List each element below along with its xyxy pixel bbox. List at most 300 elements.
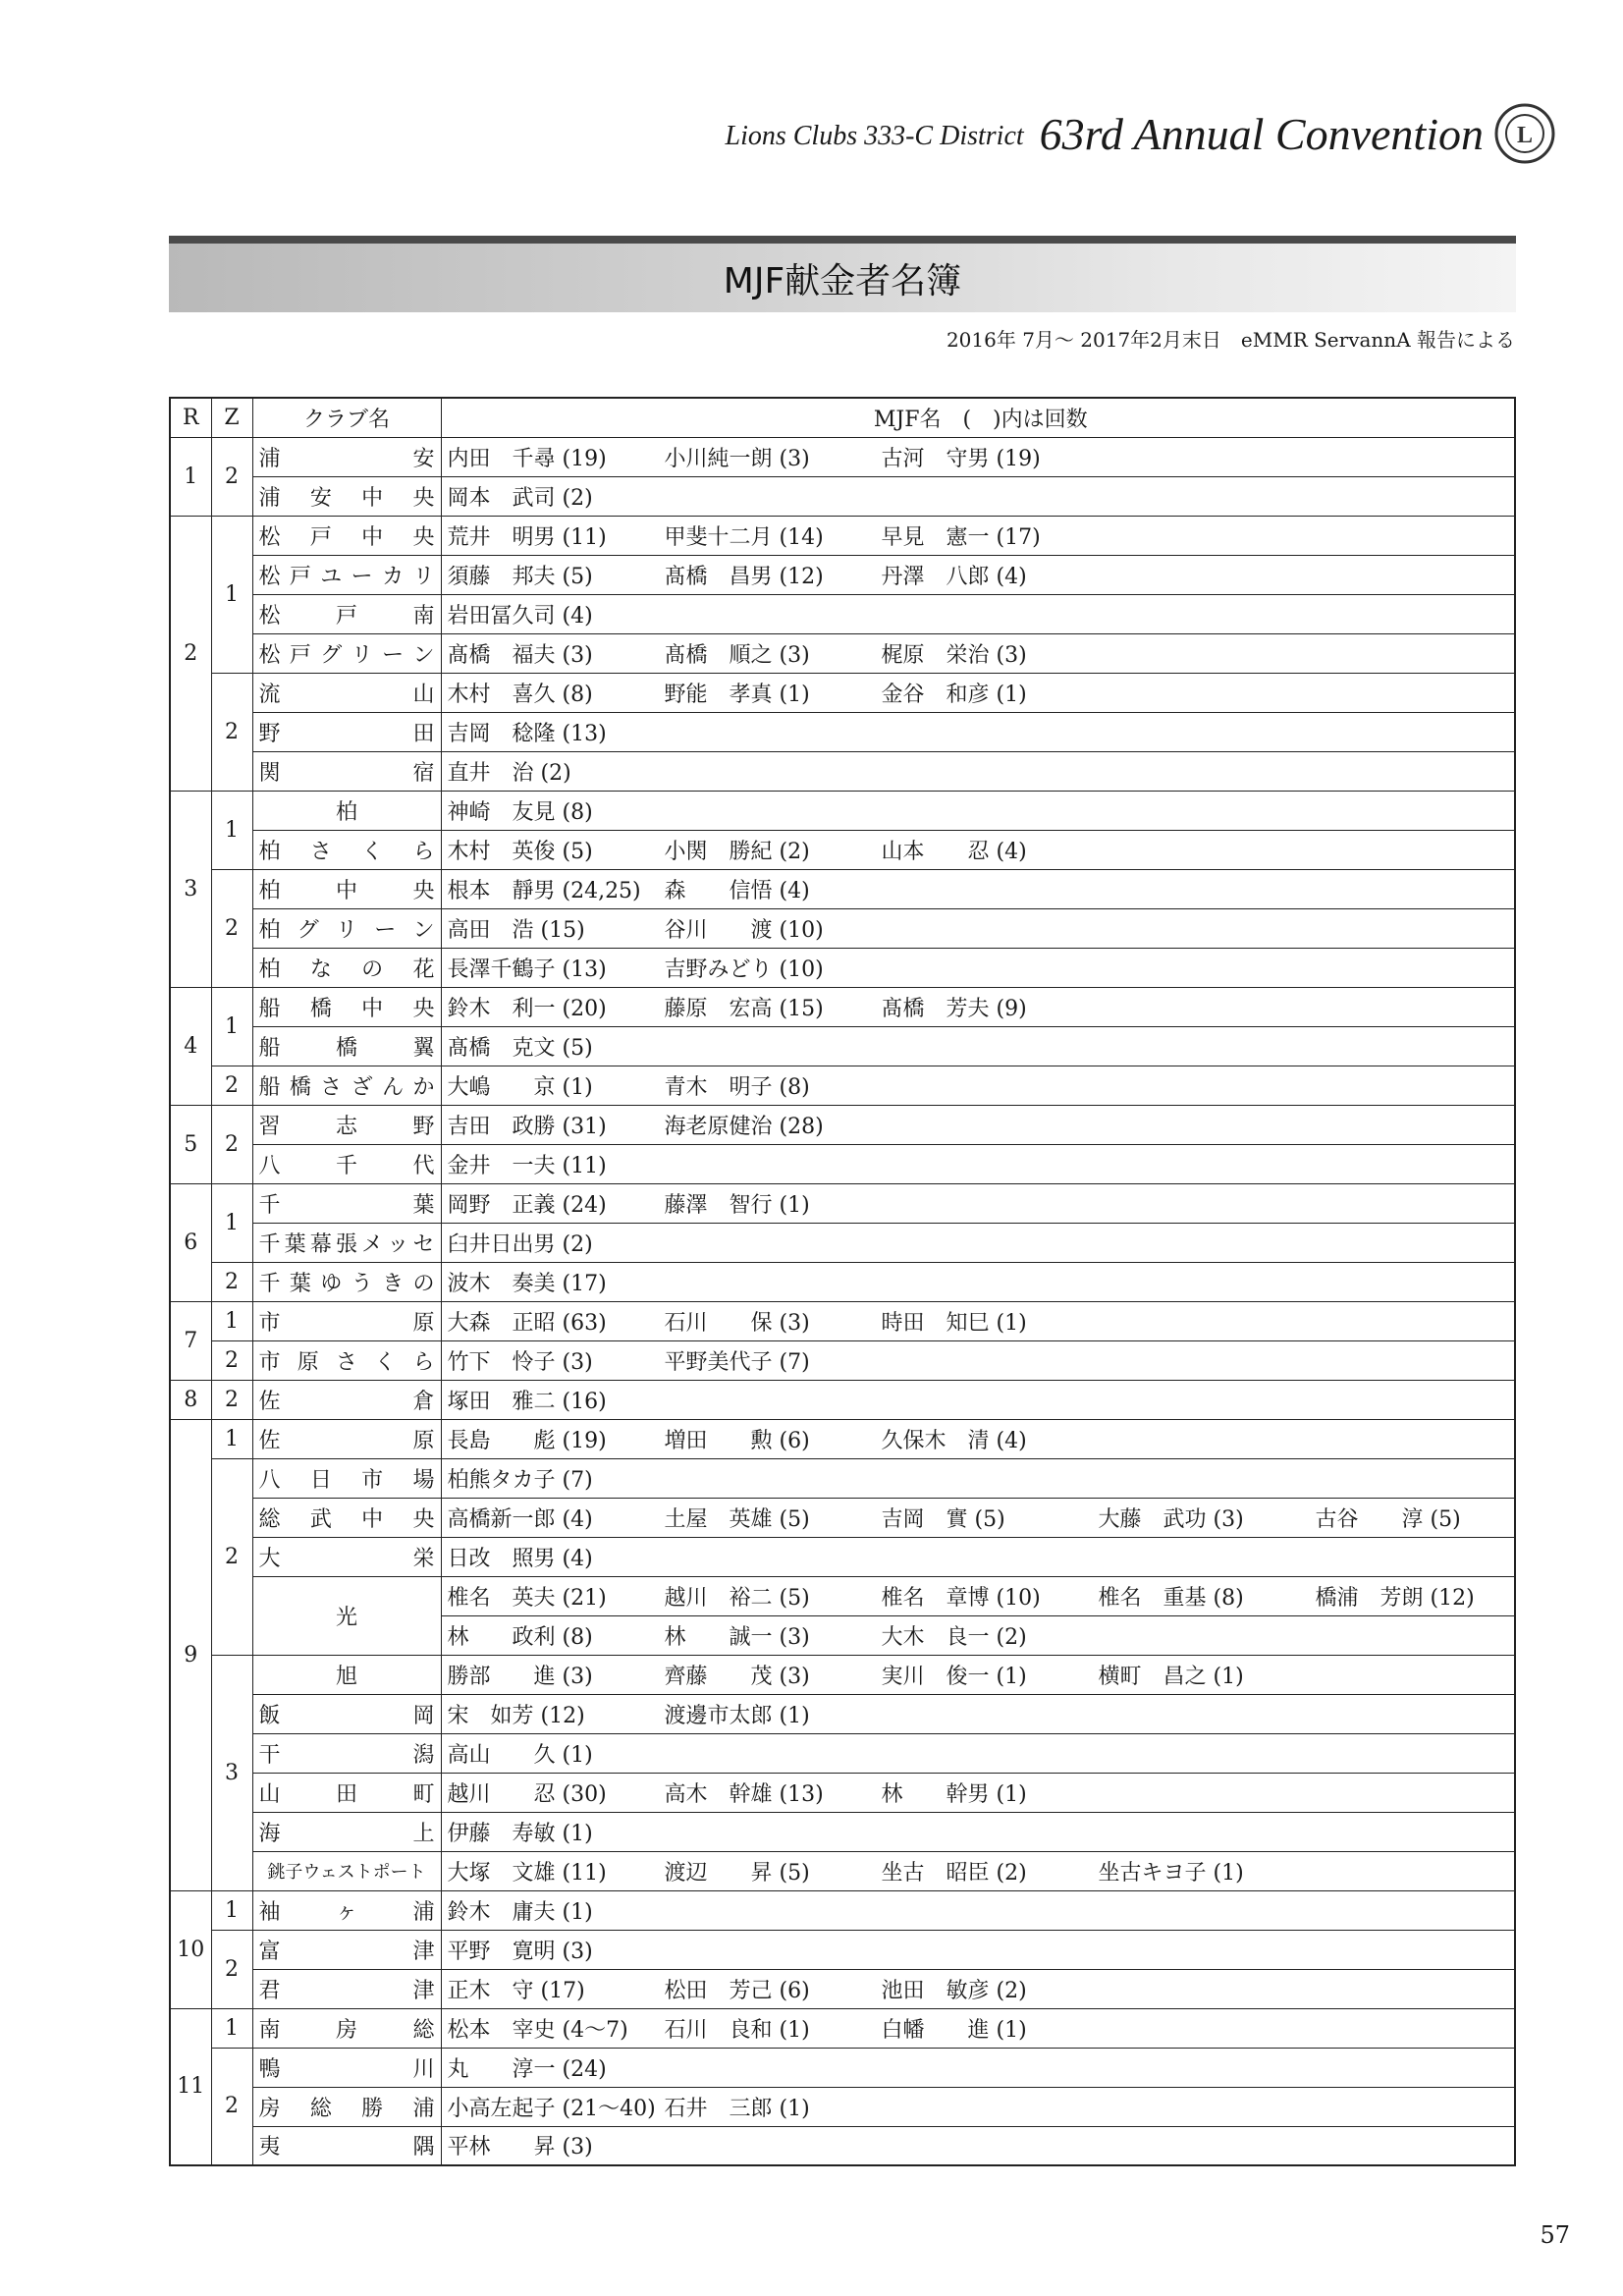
donor-name: 臼井日出男 (2) bbox=[447, 1231, 593, 1257]
zone-cell: 3 bbox=[211, 1655, 252, 1890]
table-row bbox=[170, 1301, 1515, 1340]
col-header-z: Z bbox=[211, 398, 252, 437]
zone-cell: 2 bbox=[211, 1066, 252, 1105]
donor-name: 金谷 和彦 (1) bbox=[881, 682, 1027, 707]
club-cell bbox=[252, 791, 441, 830]
club-name: 習 志 野 bbox=[258, 1114, 435, 1139]
donor-names-cell bbox=[441, 1458, 1515, 1498]
donor-names-cell bbox=[441, 1773, 1515, 1812]
club-name: 千 葉 bbox=[258, 1192, 435, 1218]
zone-cell: 1 bbox=[211, 1183, 252, 1262]
table-row bbox=[170, 1851, 1515, 1890]
club-cell bbox=[252, 1537, 441, 1576]
donor-name: 坐古 昭臣 (2) bbox=[881, 1860, 1027, 1886]
club-cell bbox=[252, 712, 441, 751]
table-row bbox=[170, 1262, 1515, 1301]
donor-names-cell bbox=[441, 633, 1515, 673]
donor-names-cell bbox=[441, 1419, 1515, 1458]
donor-name: 小高左起子 (21～40) bbox=[447, 2096, 656, 2121]
club-name: 八 千 代 bbox=[258, 1153, 435, 1178]
donor-name: 木村 英俊 (5) bbox=[447, 839, 593, 864]
table-row bbox=[170, 830, 1515, 869]
table-row bbox=[170, 1458, 1515, 1498]
donor-names-cell bbox=[441, 2126, 1515, 2165]
donor-names-cell bbox=[441, 1576, 1515, 1615]
club-name: 船 橋 さ ざ ん か bbox=[258, 1074, 435, 1100]
donor-name: 古谷 淳 (5) bbox=[1315, 1506, 1461, 1532]
donor-name: 実川 俊一 (1) bbox=[881, 1664, 1027, 1689]
club-cell bbox=[252, 1458, 441, 1498]
donor-name: 長澤千鶴子 (13) bbox=[447, 957, 607, 982]
col-header-r: R bbox=[170, 398, 211, 437]
club-name: 飯 岡 bbox=[258, 1703, 435, 1728]
club-cell bbox=[252, 948, 441, 987]
donor-name: 伊藤 寿敏 (1) bbox=[447, 1821, 593, 1846]
report-note: 2016年 7月～ 2017年2月末日 eMMR ServannA 報告による bbox=[946, 328, 1515, 352]
donor-names-cell bbox=[441, 791, 1515, 830]
club-cell bbox=[252, 2126, 441, 2165]
region-cell: 11 bbox=[170, 2008, 211, 2165]
club-cell bbox=[252, 2048, 441, 2087]
svg-text:L: L bbox=[1516, 123, 1534, 148]
club-name: 鴨 川 bbox=[258, 2056, 435, 2082]
donor-name: 石川 保 (3) bbox=[664, 1310, 810, 1336]
donor-names-cell bbox=[441, 830, 1515, 869]
table-row bbox=[170, 594, 1515, 633]
club-cell bbox=[252, 1890, 441, 1930]
donor-name: 木村 喜久 (8) bbox=[447, 682, 593, 707]
donor-name: 根本 靜男 (24,25) bbox=[447, 878, 641, 903]
zone-cell: 2 bbox=[211, 437, 252, 516]
table-row bbox=[170, 791, 1515, 830]
club-name: 大 栄 bbox=[258, 1546, 435, 1571]
club-cell bbox=[252, 2087, 441, 2126]
club-cell bbox=[252, 1812, 441, 1851]
table-row bbox=[170, 1655, 1515, 1694]
donor-name: 平林 昇 (3) bbox=[447, 2135, 593, 2160]
club-cell bbox=[252, 1576, 441, 1655]
donor-names-cell bbox=[441, 594, 1515, 633]
donor-name: 越川 忍 (30) bbox=[447, 1781, 607, 1807]
club-name: 八 日 市 場 bbox=[258, 1467, 435, 1493]
donor-names-cell bbox=[441, 2008, 1515, 2048]
donor-names-cell bbox=[441, 1890, 1515, 1930]
donor-name: 青木 明子 (8) bbox=[664, 1074, 810, 1100]
donor-name: 坐古キヨ子 (1) bbox=[1098, 1860, 1244, 1886]
donor-name: 甲斐十二月 (14) bbox=[664, 524, 824, 550]
donor-name: 橋浦 芳朗 (12) bbox=[1315, 1585, 1475, 1611]
table-row bbox=[170, 2126, 1515, 2165]
club-cell bbox=[252, 1262, 441, 1301]
donor-names-cell bbox=[441, 948, 1515, 987]
club-cell bbox=[252, 1301, 441, 1340]
club-cell bbox=[252, 1655, 441, 1694]
donor-names-cell bbox=[441, 2048, 1515, 2087]
donor-name: 波木 奏美 (17) bbox=[447, 1271, 607, 1296]
donor-name: 谷川 渡 (10) bbox=[664, 917, 824, 943]
donor-name: 勝部 進 (3) bbox=[447, 1664, 593, 1689]
table-row bbox=[170, 1380, 1515, 1419]
club-name: 銚子ウェストポート bbox=[267, 1862, 426, 1883]
club-cell bbox=[252, 1380, 441, 1419]
table-row bbox=[170, 1144, 1515, 1183]
donor-name: 正木 守 (17) bbox=[447, 1978, 585, 2003]
donor-names-cell bbox=[441, 2087, 1515, 2126]
table-row bbox=[170, 1340, 1515, 1380]
donor-name: 早見 憲一 (17) bbox=[881, 524, 1041, 550]
club-name: 旭 bbox=[335, 1664, 357, 1689]
donor-names-cell bbox=[441, 1498, 1515, 1537]
donor-name: 小川純一朗 (3) bbox=[664, 446, 810, 471]
club-name: 房 総 勝 浦 bbox=[258, 2096, 435, 2121]
club-cell bbox=[252, 1694, 441, 1733]
zone-cell: 2 bbox=[211, 1340, 252, 1380]
zone-cell: 2 bbox=[211, 2048, 252, 2165]
donor-name: 久保木 清 (4) bbox=[881, 1428, 1027, 1453]
donor-names-cell bbox=[441, 1026, 1515, 1066]
donor-name: 松本 宰史 (4～7) bbox=[447, 2017, 628, 2043]
table-row bbox=[170, 908, 1515, 948]
donor-names-cell bbox=[441, 1694, 1515, 1733]
donor-name: 高橋新一郎 (4) bbox=[447, 1506, 593, 1532]
table-row bbox=[170, 1576, 1515, 1615]
table-row bbox=[170, 1537, 1515, 1576]
donor-name: 石川 良和 (1) bbox=[664, 2017, 810, 2043]
club-cell bbox=[252, 1340, 441, 1380]
donor-name: 土屋 英雄 (5) bbox=[664, 1506, 810, 1532]
club-cell bbox=[252, 437, 441, 476]
region-cell: 8 bbox=[170, 1380, 211, 1419]
table-row bbox=[170, 1183, 1515, 1223]
table-row bbox=[170, 1026, 1515, 1066]
club-cell bbox=[252, 2008, 441, 2048]
table-row bbox=[170, 476, 1515, 516]
club-cell bbox=[252, 1144, 441, 1183]
donor-name: 藤澤 智行 (1) bbox=[664, 1192, 810, 1218]
club-name: 船 橋 中 央 bbox=[258, 996, 435, 1021]
donor-name: 内田 千尋 (19) bbox=[447, 446, 607, 471]
donor-name: 荒井 明男 (11) bbox=[447, 524, 607, 550]
zone-cell: 2 bbox=[211, 1930, 252, 2008]
donor-name: 平野 寛明 (3) bbox=[447, 1939, 593, 1964]
donor-name: 金井 一夫 (11) bbox=[447, 1153, 607, 1178]
table-row bbox=[170, 1812, 1515, 1851]
donor-name: 山本 忍 (4) bbox=[881, 839, 1027, 864]
club-cell bbox=[252, 1930, 441, 1969]
page-number: 57 bbox=[1540, 2221, 1570, 2249]
club-name: 市 原 bbox=[258, 1310, 435, 1336]
donor-names-cell bbox=[441, 1930, 1515, 1969]
table-row bbox=[170, 673, 1515, 712]
zone-cell: 1 bbox=[211, 1301, 252, 1340]
donor-name: 丸 淳一 (24) bbox=[447, 2056, 607, 2082]
donor-name: 髙橋 克文 (5) bbox=[447, 1035, 593, 1061]
table-row bbox=[170, 2048, 1515, 2087]
table-row bbox=[170, 1694, 1515, 1733]
club-name: 松 戸 中 央 bbox=[258, 524, 435, 550]
table-row bbox=[170, 869, 1515, 908]
club-name: 市 原 さ く ら bbox=[258, 1349, 435, 1375]
region-cell: 2 bbox=[170, 516, 211, 791]
club-name: 野 田 bbox=[258, 721, 435, 746]
donor-names-cell bbox=[441, 1183, 1515, 1223]
donor-names-cell bbox=[441, 476, 1515, 516]
club-name: 松 戸 ユ ー カ リ bbox=[258, 564, 435, 589]
region-cell: 6 bbox=[170, 1183, 211, 1301]
table-row bbox=[170, 751, 1515, 791]
donor-names-cell bbox=[441, 987, 1515, 1026]
region-cell: 4 bbox=[170, 987, 211, 1105]
zone-cell: 2 bbox=[211, 1380, 252, 1419]
donor-name: 池田 敏彦 (2) bbox=[881, 1978, 1027, 2003]
donor-name: 岡野 正義 (24) bbox=[447, 1192, 607, 1218]
donor-name: 竹下 怜子 (3) bbox=[447, 1349, 593, 1375]
region-cell: 9 bbox=[170, 1419, 211, 1890]
donor-name: 高田 浩 (15) bbox=[447, 917, 585, 943]
donor-name: 松田 芳己 (6) bbox=[664, 1978, 810, 2003]
donor-names-cell bbox=[441, 712, 1515, 751]
club-name: 柏 中 央 bbox=[258, 878, 435, 903]
donor-name: 大嶋 京 (1) bbox=[447, 1074, 593, 1100]
table-row bbox=[170, 2008, 1515, 2048]
club-name: 袖 ヶ 浦 bbox=[258, 1899, 435, 1925]
donor-names-cell bbox=[441, 673, 1515, 712]
zone-cell: 2 bbox=[211, 673, 252, 791]
club-cell bbox=[252, 1851, 441, 1890]
table-row bbox=[170, 1223, 1515, 1262]
donor-name: 海老原健治 (28) bbox=[664, 1114, 824, 1139]
table-row bbox=[170, 1105, 1515, 1144]
donor-names-cell bbox=[441, 555, 1515, 594]
donor-names-cell bbox=[441, 1301, 1515, 1340]
page-header bbox=[726, 102, 1557, 165]
club-cell bbox=[252, 633, 441, 673]
donor-name: 椎名 重基 (8) bbox=[1098, 1585, 1244, 1611]
club-cell bbox=[252, 673, 441, 712]
table-row bbox=[170, 1930, 1515, 1969]
donor-names-cell bbox=[441, 869, 1515, 908]
donor-names-cell bbox=[441, 516, 1515, 555]
club-cell bbox=[252, 594, 441, 633]
club-name: 南 房 総 bbox=[258, 2017, 435, 2043]
donor-name: 直井 治 (2) bbox=[447, 760, 571, 786]
club-cell bbox=[252, 555, 441, 594]
zone-cell: 2 bbox=[211, 1458, 252, 1655]
club-name: 千 葉 幕 張 メ ッ セ bbox=[258, 1231, 435, 1257]
club-name: 柏 な の 花 bbox=[258, 957, 435, 982]
donor-names-cell bbox=[441, 1262, 1515, 1301]
club-name: 海 上 bbox=[258, 1821, 435, 1846]
donor-name: 梶原 栄治 (3) bbox=[881, 642, 1027, 668]
donor-name: 林 政利 (8) bbox=[447, 1624, 593, 1650]
donor-name: 増田 勲 (6) bbox=[664, 1428, 810, 1453]
donor-names-cell bbox=[441, 1066, 1515, 1105]
donor-name: 越川 裕二 (5) bbox=[664, 1585, 810, 1611]
donor-names-cell bbox=[441, 751, 1515, 791]
club-cell bbox=[252, 1773, 441, 1812]
region-cell: 3 bbox=[170, 791, 211, 987]
donor-name: 小関 勝紀 (2) bbox=[664, 839, 810, 864]
donor-name: 椎名 英夫 (21) bbox=[447, 1585, 607, 1611]
donor-name: 林 誠一 (3) bbox=[664, 1624, 810, 1650]
table-row bbox=[170, 1419, 1515, 1458]
donor-name: 高山 久 (1) bbox=[447, 1742, 593, 1768]
donor-name: 大藤 武功 (3) bbox=[1098, 1506, 1244, 1532]
col-header-club: クラブ名 bbox=[252, 398, 441, 437]
table-row bbox=[170, 987, 1515, 1026]
table-row bbox=[170, 1066, 1515, 1105]
header-district: Lions Clubs 333-C District bbox=[725, 121, 1024, 151]
donor-name: 柏熊タカ子 (7) bbox=[447, 1467, 593, 1493]
zone-cell: 1 bbox=[211, 516, 252, 673]
club-name: 関 宿 bbox=[258, 760, 435, 786]
donor-name: 髙橋 芳夫 (9) bbox=[881, 996, 1027, 1021]
club-name: 柏 bbox=[335, 799, 357, 825]
club-name: 柏 グ リ ー ン bbox=[258, 917, 435, 943]
club-cell bbox=[252, 1733, 441, 1773]
table-row bbox=[170, 1773, 1515, 1812]
donor-names-cell bbox=[441, 1537, 1515, 1576]
donor-name: 鈴木 利一 (20) bbox=[447, 996, 607, 1021]
donor-name: 髙橋 昌男 (12) bbox=[664, 564, 824, 589]
donor-name: 平野美代子 (7) bbox=[664, 1349, 810, 1375]
donor-name: 須藤 邦夫 (5) bbox=[447, 564, 593, 589]
donor-names-cell bbox=[441, 1615, 1515, 1655]
zone-cell: 1 bbox=[211, 1419, 252, 1458]
zone-cell: 1 bbox=[211, 2008, 252, 2048]
club-cell bbox=[252, 1419, 441, 1458]
donor-table bbox=[169, 397, 1516, 2166]
table-row bbox=[170, 633, 1515, 673]
col-header-names: MJF名 ( )内は回数 bbox=[441, 398, 1515, 437]
donor-name: 吉岡 實 (5) bbox=[881, 1506, 1005, 1532]
donor-name: 吉岡 稔隆 (13) bbox=[447, 721, 607, 746]
donor-name: 古河 守男 (19) bbox=[881, 446, 1041, 471]
zone-cell: 1 bbox=[211, 987, 252, 1066]
donor-names-cell bbox=[441, 1851, 1515, 1890]
donor-name: 日改 照男 (4) bbox=[447, 1546, 593, 1571]
donor-name: 丹澤 八郎 (4) bbox=[881, 564, 1027, 589]
club-cell bbox=[252, 516, 441, 555]
donor-name: 岩田冨久司 (4) bbox=[447, 603, 593, 629]
donor-name: 高木 幹雄 (13) bbox=[664, 1781, 824, 1807]
donor-names-cell bbox=[441, 437, 1515, 476]
donor-name: 藤原 宏高 (15) bbox=[664, 996, 824, 1021]
club-name: 光 bbox=[335, 1605, 357, 1630]
donor-name: 神崎 友見 (8) bbox=[447, 799, 593, 825]
club-name: 総 武 中 央 bbox=[258, 1506, 435, 1532]
donor-name: 横町 昌之 (1) bbox=[1098, 1664, 1244, 1689]
club-name: 千 葉 ゆ う き の bbox=[258, 1271, 435, 1296]
donor-name: 吉野みどり (10) bbox=[664, 957, 824, 982]
donor-name: 渡邊市太郎 (1) bbox=[664, 1703, 810, 1728]
table-row bbox=[170, 1890, 1515, 1930]
club-name: 佐 倉 bbox=[258, 1389, 435, 1414]
donor-names-cell bbox=[441, 1655, 1515, 1694]
club-cell bbox=[252, 476, 441, 516]
club-cell bbox=[252, 1026, 441, 1066]
zone-cell: 2 bbox=[211, 1262, 252, 1301]
table-row bbox=[170, 1733, 1515, 1773]
club-name: 山 田 町 bbox=[258, 1781, 435, 1807]
donor-name: 椎名 章博 (10) bbox=[881, 1585, 1041, 1611]
zone-cell: 2 bbox=[211, 1105, 252, 1183]
table-header-row bbox=[170, 398, 1515, 437]
donor-name: 髙橋 福夫 (3) bbox=[447, 642, 593, 668]
club-cell bbox=[252, 1066, 441, 1105]
region-cell: 5 bbox=[170, 1105, 211, 1183]
donor-name: 林 幹男 (1) bbox=[881, 1781, 1027, 1807]
club-cell bbox=[252, 1223, 441, 1262]
table-row bbox=[170, 948, 1515, 987]
club-name: 松 戸 南 bbox=[258, 603, 435, 629]
donor-name: 大塚 文雄 (11) bbox=[447, 1860, 607, 1886]
donor-name: 髙橋 順之 (3) bbox=[664, 642, 810, 668]
donor-names-cell bbox=[441, 1340, 1515, 1380]
donor-name: 齊藤 茂 (3) bbox=[664, 1664, 810, 1689]
donor-name: 長島 彪 (19) bbox=[447, 1428, 607, 1453]
club-name: 干 潟 bbox=[258, 1742, 435, 1768]
donor-name: 渡辺 昇 (5) bbox=[664, 1860, 810, 1886]
header-convention: 63rd Annual Convention bbox=[1039, 108, 1484, 159]
club-cell bbox=[252, 1498, 441, 1537]
donor-names-cell bbox=[441, 908, 1515, 948]
region-cell: 7 bbox=[170, 1301, 211, 1380]
zone-cell: 1 bbox=[211, 791, 252, 869]
club-name: 柏 さ く ら bbox=[258, 839, 435, 864]
table-row bbox=[170, 1498, 1515, 1537]
donor-name: 石井 三郎 (1) bbox=[664, 2096, 810, 2121]
table-row bbox=[170, 2087, 1515, 2126]
club-cell bbox=[252, 1183, 441, 1223]
donor-names-cell bbox=[441, 1223, 1515, 1262]
region-cell: 1 bbox=[170, 437, 211, 516]
club-cell bbox=[252, 869, 441, 908]
club-cell bbox=[252, 908, 441, 948]
table-row bbox=[170, 712, 1515, 751]
club-cell bbox=[252, 987, 441, 1026]
donor-name: 大木 良一 (2) bbox=[881, 1624, 1027, 1650]
club-cell bbox=[252, 1105, 441, 1144]
donor-name: 鈴木 庸夫 (1) bbox=[447, 1899, 593, 1925]
table-row bbox=[170, 555, 1515, 594]
club-cell bbox=[252, 830, 441, 869]
donor-name: 岡本 武司 (2) bbox=[447, 485, 593, 511]
donor-name: 時田 知巳 (1) bbox=[881, 1310, 1027, 1336]
donor-names-cell bbox=[441, 1380, 1515, 1419]
donor-names-cell bbox=[441, 1812, 1515, 1851]
donor-name: 白幡 進 (1) bbox=[881, 2017, 1027, 2043]
region-cell: 10 bbox=[170, 1890, 211, 2008]
donor-name: 宋 如芳 (12) bbox=[447, 1703, 585, 1728]
club-name: 夷 隅 bbox=[258, 2135, 435, 2160]
club-name: 浦 安 中 央 bbox=[258, 485, 435, 511]
club-cell bbox=[252, 1969, 441, 2008]
table-row bbox=[170, 437, 1515, 476]
donor-name: 森 信悟 (4) bbox=[664, 878, 810, 903]
club-name: 富 津 bbox=[258, 1939, 435, 1964]
donor-name: 塚田 雅二 (16) bbox=[447, 1389, 607, 1414]
club-name: 浦 安 bbox=[258, 446, 435, 471]
table-row bbox=[170, 1969, 1515, 2008]
donor-name: 野能 孝真 (1) bbox=[664, 682, 810, 707]
page-title: MJF献金者名簿 bbox=[723, 261, 962, 301]
club-cell bbox=[252, 751, 441, 791]
club-name: 君 津 bbox=[258, 1978, 435, 2003]
donor-names-cell bbox=[441, 1144, 1515, 1183]
club-name: 松 戸 グ リ ー ン bbox=[258, 642, 435, 668]
zone-cell: 2 bbox=[211, 869, 252, 987]
